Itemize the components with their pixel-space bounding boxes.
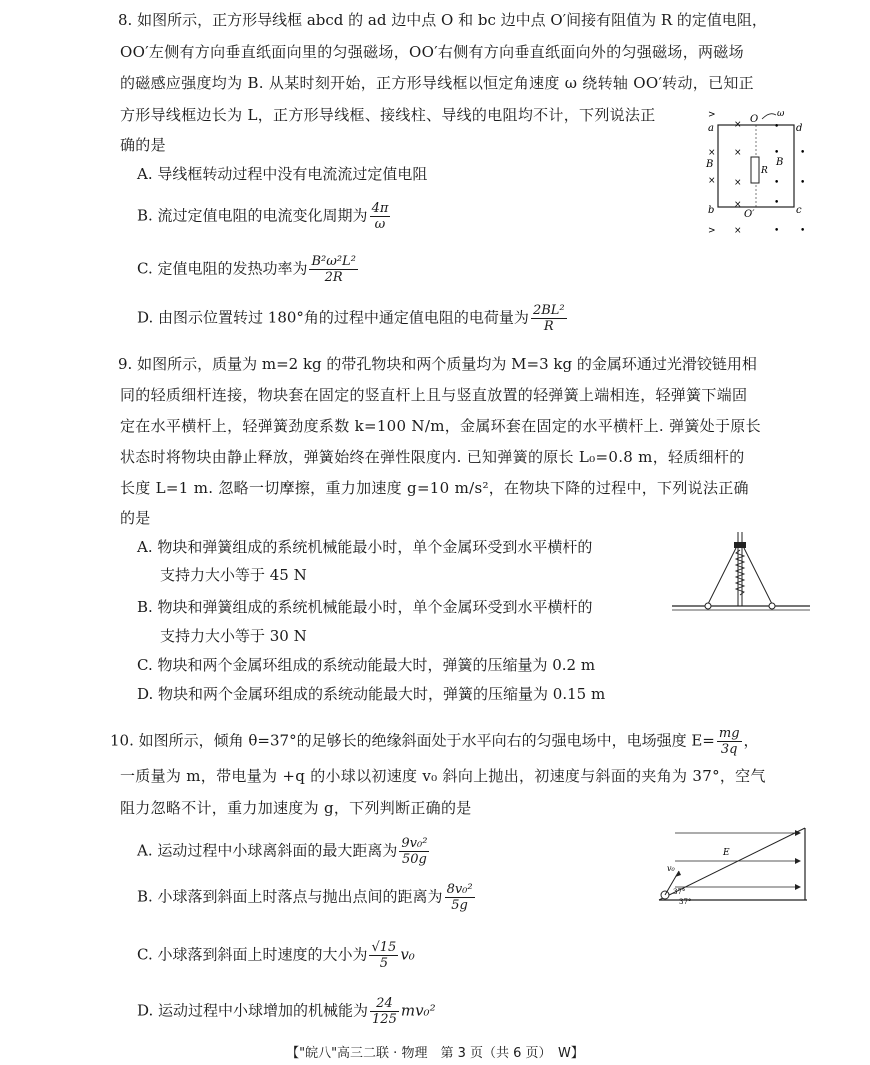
q10-e-den: 3q	[720, 742, 738, 757]
q10-option-a-text: A. 运动过程中小球离斜面的最大距离为	[137, 841, 398, 860]
q8-option-d-den: R	[543, 319, 554, 334]
q10-figure	[655, 825, 810, 905]
q8-option-b-text: B. 流过定值电阻的电流变化周期为	[137, 206, 368, 225]
q8-option-d-num: 2BL²	[532, 303, 565, 318]
q9-line-4: 状态时将物块由静止释放，弹簧始终在弹性限度内. 已知弹簧的原长 L₀=0.8 m，轻质细杆的	[120, 448, 745, 466]
metal-ring	[769, 603, 775, 609]
field-mark: ×	[734, 178, 742, 188]
page-footer: 【"皖八"高三二联 · 物理 第 3 页（共 6 页） W】	[286, 1046, 584, 1061]
rotation-arrow-icon	[762, 114, 776, 119]
q10-line-1-end: ，	[743, 731, 759, 750]
field-mark: >	[708, 226, 716, 236]
q10-option-a	[137, 836, 431, 867]
q8-option-b-den: ω	[374, 217, 386, 232]
light-rod	[708, 548, 736, 604]
label-b-left: B	[706, 159, 714, 170]
q10-option-b-text: B. 小球落到斜面上时落点与抛出点间的距离为	[137, 887, 443, 906]
q10-line-2: 一质量为 m，带电量为 +q 的小球以初速度 v₀ 斜向上抛出，初速度与斜面的夹角为 37°，空气	[120, 767, 766, 785]
q9-figure	[672, 528, 812, 613]
v0-label: v₀	[667, 864, 675, 873]
q9-option-d: D. 物块和两个金属环组成的系统动能最大时，弹簧的压缩量为 0.15 m	[137, 685, 606, 703]
q10-option-d	[137, 996, 436, 1027]
q9-line-3: 定在水平横杆上，轻弹簧劲度系数 k=100 N/m，金属环套在固定的水平横杆上. 弹簧处于原长	[120, 417, 761, 435]
q10-option-c-num: √15	[371, 940, 397, 955]
field-mark: •	[800, 226, 806, 236]
q9-option-b-2: 支持力大小等于 30 N	[160, 627, 307, 645]
q10-option-d-num: 24	[370, 996, 399, 1012]
q8-option-d-text: D. 由图示位置转过 180°角的过程中通定值电阻的电荷量为	[137, 308, 529, 327]
q8-option-b	[137, 201, 392, 232]
field-arrow-icon	[795, 858, 801, 864]
label-d: d	[796, 123, 803, 134]
q9-option-c: C. 物块和两个金属环组成的系统动能最大时，弹簧的压缩量为 0.2 m	[137, 656, 596, 674]
q10-option-a-den: 50g	[401, 852, 427, 867]
q8-line-2: OO′左侧有方向垂直纸面向里的匀强磁场，OO′右侧有方向垂直纸面向外的匀强磁场，两磁场	[120, 43, 744, 61]
field-mark: >	[708, 110, 716, 120]
q10-option-c-den: 5	[379, 956, 389, 971]
field-mark: ×	[734, 226, 742, 236]
q10-e-fraction	[717, 726, 742, 757]
q8-figure	[700, 105, 820, 235]
q8-option-c-den: 2R	[324, 270, 343, 285]
field-mark: ×	[708, 148, 716, 158]
field-mark: •	[774, 122, 780, 132]
angle-label: 37°	[673, 888, 686, 896]
q10-line-1	[110, 726, 759, 757]
q10-option-b-fraction	[445, 882, 475, 913]
field-mark: ×	[734, 120, 742, 130]
q9-option-a-1: A. 物块和弹簧组成的系统机械能最小时，单个金属环受到水平横杆的	[137, 538, 593, 556]
q10-option-a-num: 9v₀²	[401, 836, 428, 851]
q8-option-d	[137, 303, 569, 334]
label-b-right: B	[776, 157, 784, 168]
field-mark: •	[800, 178, 806, 188]
field-mark: •	[800, 148, 806, 158]
field-mark: •	[774, 178, 780, 188]
q10-option-d-fraction	[370, 996, 399, 1027]
q8-line-4: 方形导线框边长为 L，正方形导线框、接线柱、导线的电阻均不计，下列说法正	[120, 106, 656, 124]
q9-option-b-1: B. 物块和弹簧组成的系统机械能最小时，单个金属环受到水平横杆的	[137, 598, 593, 616]
label-o: O	[750, 114, 759, 125]
field-arrow-icon	[795, 884, 801, 890]
q9-line-6: 的是	[120, 509, 151, 527]
block	[734, 542, 746, 548]
e-label: E	[723, 848, 730, 858]
q8-line-1: 8. 如图所示，正方形导线框 abcd 的 ad 边中点 O 和 bc 边中点 O′间接有阻值为 R 的定值电阻，	[118, 11, 767, 29]
q10-option-d-text: D. 运动过程中小球增加的机械能为	[137, 1001, 369, 1020]
q8-option-b-fraction	[370, 201, 391, 232]
field-mark: ×	[734, 200, 742, 210]
field-mark: ×	[708, 176, 716, 186]
q8-option-a: A. 导线框转动过程中没有电流流过定值电阻	[137, 165, 428, 183]
label-o-prime: O′	[744, 209, 755, 220]
q10-option-b	[137, 882, 477, 913]
q8-option-b-num: 4π	[371, 201, 389, 216]
q10-option-b-den: 5g	[451, 898, 468, 913]
q10-option-d-tail: mv₀²	[400, 1001, 436, 1020]
q10-option-c-tail: v₀	[400, 945, 415, 964]
q10-option-a-fraction	[399, 836, 429, 867]
q8-option-d-fraction	[531, 303, 567, 334]
q8-line-3: 的磁感应强度均为 B. 从某时刻开始，正方形导线框以恒定角速度 ω 绕转轴 OO′转动，已知正	[120, 74, 754, 92]
metal-ring	[705, 603, 711, 609]
q9-line-1: 9. 如图所示，质量为 m=2 kg 的带孔物块和两个质量均为 M=3 kg 的金属环通过光滑铰链用相	[118, 355, 757, 373]
q8-option-c	[137, 254, 360, 285]
q10-option-b-num: 8v₀²	[446, 882, 473, 897]
q10-option-c	[137, 940, 415, 971]
label-r: R	[761, 166, 768, 176]
q10-line-3: 阻力忽略不计，重力加速度为 g，下列判断正确的是	[120, 799, 472, 817]
light-rod	[744, 548, 772, 604]
q10-option-d-den: 125	[372, 1012, 397, 1027]
q8-option-c-num: B²ω²L²	[311, 254, 356, 269]
q9-option-a-2: 支持力大小等于 45 N	[160, 566, 307, 584]
q10-option-c-text: C. 小球落到斜面上时速度的大小为	[137, 945, 368, 964]
q10-option-c-fraction	[369, 940, 398, 971]
field-mark: •	[774, 198, 780, 208]
q10-e-num: mg	[718, 726, 740, 741]
field-mark: ×	[734, 148, 742, 158]
q10-line-1-text: 10. 如图所示，倾角 θ=37°的足够长的绝缘斜面处于水平向右的匀强电场中，电场强度 E=	[110, 731, 715, 750]
q8-line-5: 确的是	[120, 136, 166, 154]
omega-label: ω	[777, 109, 785, 119]
spring-icon	[736, 550, 744, 595]
field-mark: •	[774, 148, 780, 158]
resistor	[751, 157, 759, 183]
q8-option-c-text: C. 定值电阻的发热功率为	[137, 259, 308, 278]
angle-label: 37°	[679, 898, 692, 906]
label-a: a	[708, 123, 714, 134]
q9-line-2: 同的轻质细杆连接，物块套在固定的竖直杆上且与竖直放置的轻弹簧上端相连，轻弹簧下端固	[120, 386, 748, 404]
q9-line-5: 长度 L=1 m. 忽略一切摩擦，重力加速度 g=10 m/s²，在物块下降的过程中，下列说法正确	[120, 479, 749, 497]
q8-option-c-fraction	[309, 254, 357, 285]
label-b: b	[708, 205, 715, 216]
label-c: c	[796, 205, 802, 216]
field-mark: •	[774, 226, 780, 236]
